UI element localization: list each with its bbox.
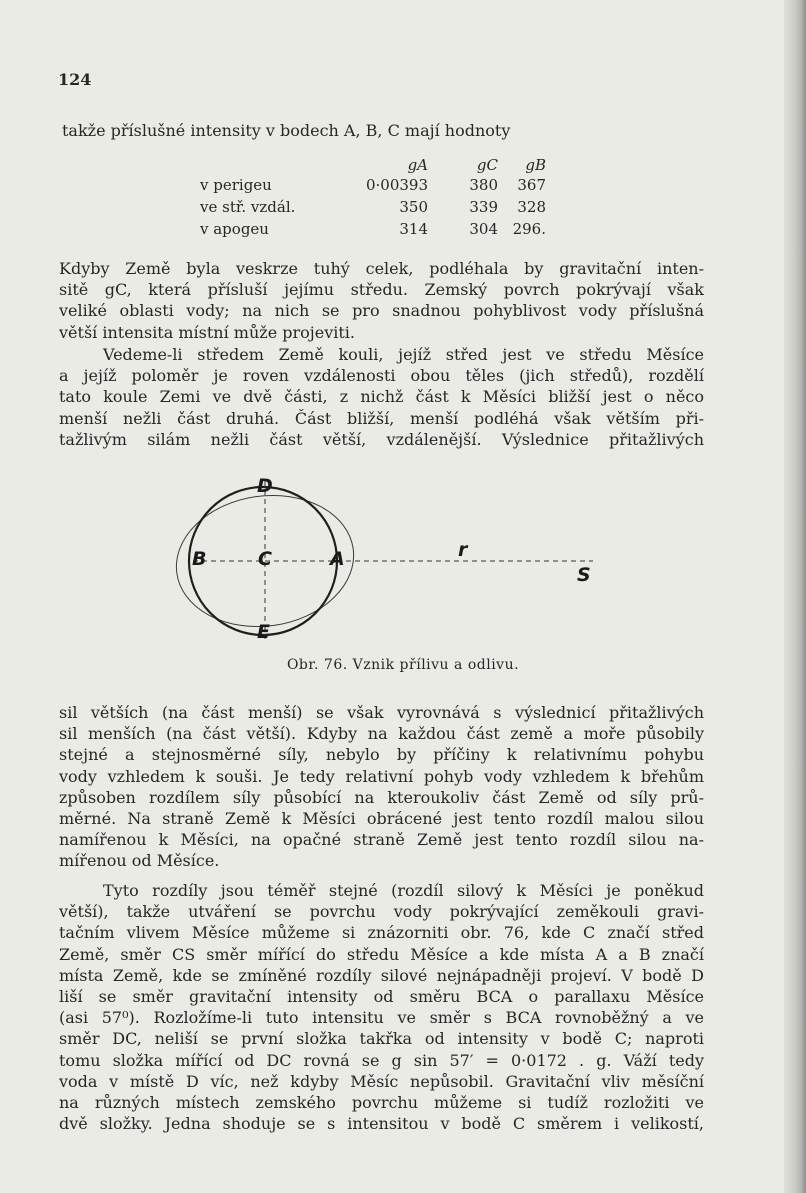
row-label: v perigeu (200, 176, 272, 194)
label-D: D (257, 475, 273, 497)
figure-caption: Obr. 76. Vznik přílivu a odlivu. (286, 657, 520, 673)
text-line: liší se směr gravitační intensity od směru BCA o parallaxu Měsíce (59, 987, 704, 1007)
page-edge-shadow (784, 0, 806, 1193)
cell-gB: 296. (512, 220, 546, 238)
text-line: větší intensita místní může projeviti. (59, 322, 355, 342)
cell-gA: 350 (399, 198, 428, 216)
table-row (200, 198, 580, 218)
text-line: větší), takže utváření se povrchu vody pokrývající zeměkouli gravi- (59, 902, 704, 922)
text-line: na různých místech zemského povrchu můžeme si tudíž rozložiti ve (59, 1093, 704, 1113)
figure-76 (175, 475, 605, 650)
text-line: sitě gC, která přísluší jejímu středu. Zemský povrch pokrývají však (59, 280, 704, 300)
table-header-row (200, 156, 580, 176)
label-r: r (458, 539, 468, 561)
tide-diagram (175, 475, 605, 650)
label-C: C (258, 548, 272, 570)
label-E: E (257, 621, 270, 643)
page-number: 124 (58, 70, 92, 89)
label-A: A (330, 548, 345, 570)
row-label: v apogeu (200, 220, 269, 238)
text-line: namířenou k Měsíci, na opačné straně Země jest tento rozdíl silou na- (59, 830, 704, 850)
table-row (200, 176, 580, 196)
text-line: vody vzhledem k souši. Je tedy relativní pohyb vody vzhledem k břehům (59, 766, 704, 786)
label-B: B (192, 548, 207, 570)
text-line: Země, směr CS směr mířící do středu Měsíce a kde místa A a B značí (59, 944, 704, 964)
text-line: (asi 57⁰). Rozložíme-li tuto intensitu ve směr s BCA rovnoběžný a ve (59, 1008, 704, 1028)
text-line: Vedeme-li středem Země kouli, jejíž střed jest ve středu Měsíce (103, 345, 704, 364)
table-row (200, 220, 580, 240)
cell-gA: 314 (399, 220, 428, 238)
text-line: měrné. Na straně Země k Měsíci obrácené jest tento rozdíl malou silou (59, 809, 704, 829)
paragraph-1 (59, 258, 704, 343)
paragraph-2 (59, 344, 704, 450)
header-gB: gB (525, 156, 546, 174)
cell-gB: 328 (517, 198, 546, 216)
text-line: tato koule Zemi ve dvě části, z nichž část k Měsíci bližší jest o něco (59, 387, 704, 407)
text-line: veliké oblasti vody; na nich se pro snadnou pohyblivost vody příslušná (59, 301, 704, 321)
text-line: a jejíž poloměr je roven vzdálenosti obou těles (jich středů), rozdělí (59, 366, 704, 386)
paragraph-3 (59, 702, 704, 872)
header-gC: gC (476, 156, 498, 174)
text-line: stejné a stejnosměrné síly, nebylo by příčiny k relativnímu pohybu (59, 745, 704, 765)
cell-gC: 339 (469, 198, 498, 216)
cell-gB: 367 (517, 176, 546, 194)
text-line: způsoben rozdílem síly působící na kteroukoliv část Země od síly prů- (59, 787, 704, 807)
text-line: tažlivým silám nežli část větší, vzdálenější. Výslednice přitažlivých (59, 429, 704, 449)
text-line: tomu složka mířící od DC rovná se g sin 57′ = 0·0172 . g. Váží tedy (59, 1050, 704, 1070)
cell-gC: 304 (469, 220, 498, 238)
text-line: voda v místě D víc, než kdyby Měsíc nepůsobil. Gravitační vliv měsíční (59, 1071, 704, 1091)
text-line: tačním vlivem Měsíce můžeme si znázorniti obr. 76, kde C značí střed (59, 923, 704, 943)
text-line: Tyto rozdíly jsou téměř stejné (rozdíl silový k Měsíci je poněkud (103, 881, 704, 900)
text-line: sil větších (na část menší) se však vyrovnává s výslednicí přitažlivých (59, 703, 704, 722)
row-label: ve stř. vzdál. (200, 198, 296, 216)
paragraph-4 (59, 880, 704, 1134)
text-line: sil menších (na část větší). Kdyby na každou část země a moře působily (59, 724, 704, 744)
intro-line: takže příslušné intensity v bodech A, B, C mají hodnoty (62, 121, 511, 140)
cell-gC: 380 (469, 176, 498, 194)
text-line: Kdyby Země byla veskrze tuhý celek, podléhala by gravitační inten- (59, 259, 704, 278)
header-gA: gA (407, 156, 428, 174)
text-line: místa Země, kde se zmíněné rozdíly silové nejnápadněji projeví. V bodě D (59, 965, 704, 985)
text-line: dvě složky. Jedna shoduje se s intensitou v bodě C směrem i velikostí, (59, 1114, 704, 1134)
text-line: menší nežli část druhá. Část bližší, menší podléhá však větším při- (59, 408, 704, 428)
text-line: směr DC, neliší se první složka takřka od intensity v bodě C; naproti (59, 1029, 704, 1049)
text-line: mířenou od Měsíce. (59, 851, 220, 871)
label-S: S (577, 564, 591, 586)
cell-gA: 0·00393 (365, 176, 428, 194)
